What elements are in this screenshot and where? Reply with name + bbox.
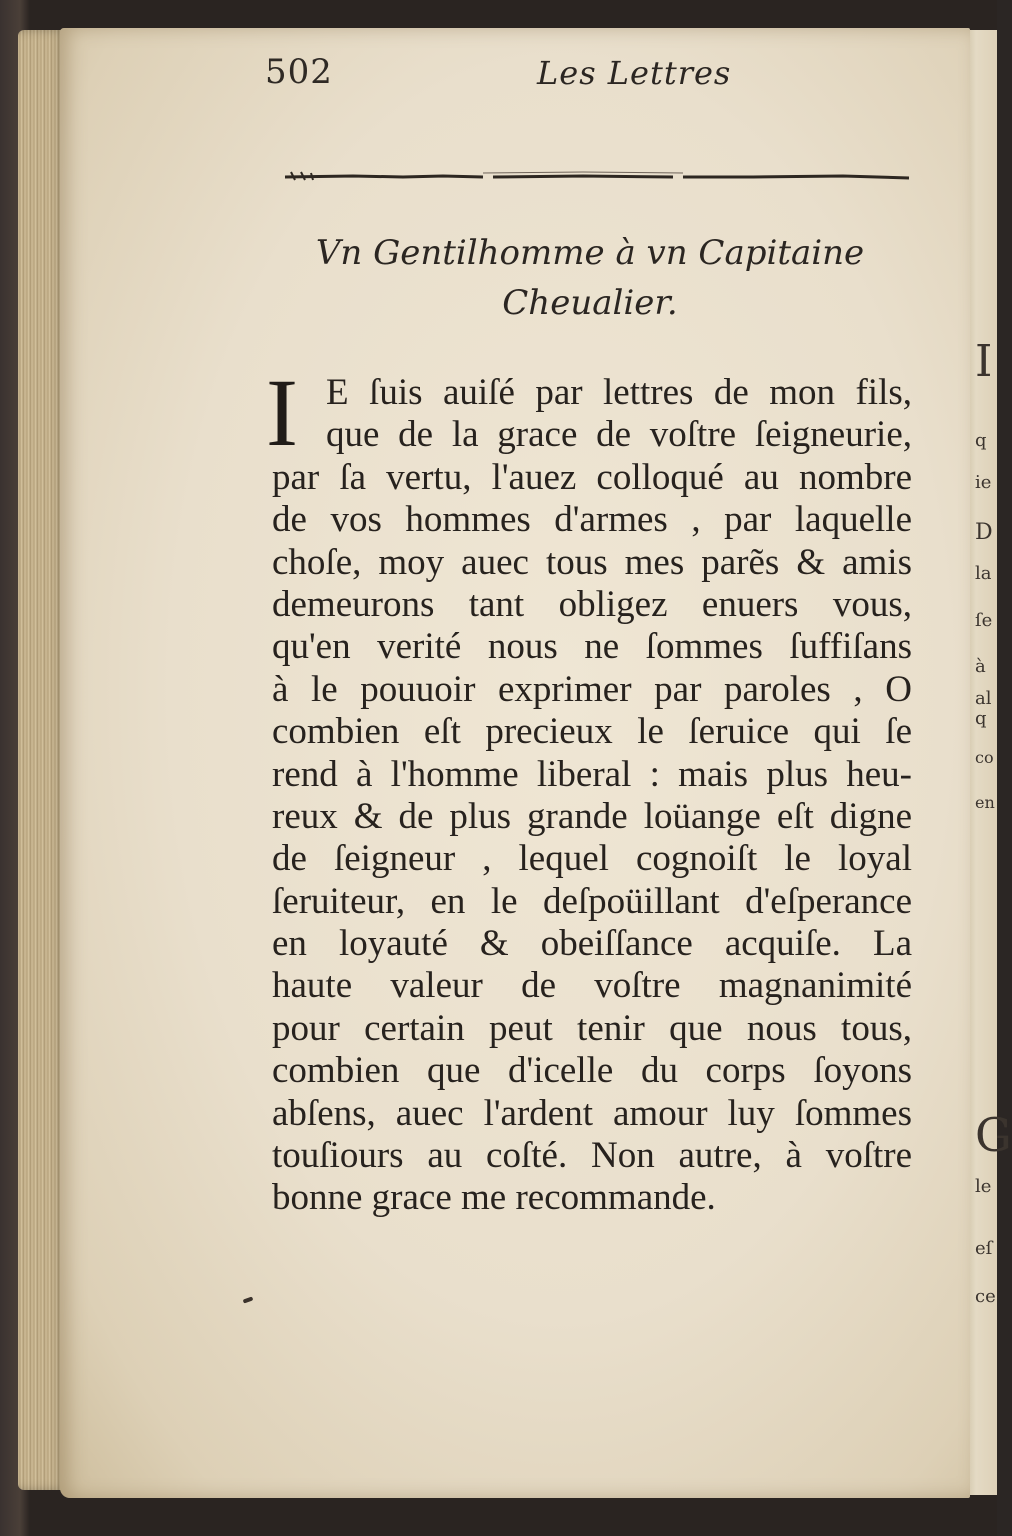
text-line: de vos hommes d'armes , par laquelle [272, 499, 912, 541]
facing-page-fragment: en [975, 793, 995, 812]
text-line: combien eſt precieux le ſeruice qui ſe [272, 711, 912, 753]
text-line: abſens, auec l'ardent amour luy ſommes [272, 1092, 912, 1134]
running-head [265, 52, 915, 102]
text-line: ſeruiteur, en le deſpoüillant d'eſperance [272, 880, 912, 922]
page-number: 502 [265, 52, 333, 92]
drop-cap: I [266, 359, 298, 466]
book-page-edges [18, 30, 66, 1490]
text-line: reux & de plus grande loüange eſt digne [272, 795, 912, 837]
facing-page-fragment: q [975, 708, 987, 729]
facing-page-fragment: ſe [975, 610, 993, 631]
text-line: que de la grace de voſtre ſeigneurie, [326, 414, 912, 456]
facing-page-fragment: ce [975, 1286, 996, 1307]
ornamental-rule [283, 168, 911, 186]
text-line: haute valeur de voſtre magnanimité [272, 965, 912, 1007]
facing-page-fragment: à [975, 656, 986, 677]
text-line: de ſeigneur , lequel cognoiſt le loyal [272, 838, 912, 880]
letter-heading [300, 228, 880, 328]
facing-page-fragment: co [975, 748, 994, 767]
facing-page-fragment: eſ [975, 1238, 993, 1259]
text-line: qu'en verité nous ne ſommes ſuffiſans [272, 626, 912, 668]
text-line: par ſa vertu, l'auez colloqué au nombre [272, 456, 912, 498]
text-line: E ſuis auiſé par lettres de mon fils, [326, 372, 912, 413]
heading-line-1: Vn Gentilhomme à vn Capitaine [315, 233, 865, 273]
facing-page-fragment: ie [975, 472, 992, 493]
facing-page-fragment: G [975, 1108, 1012, 1162]
text-line: combien que d'icelle du corps ſoyons [272, 1050, 912, 1092]
text-line: pour certain peut tenir que nous tous, [272, 1007, 912, 1049]
letter-body [266, 359, 912, 1220]
facing-page-fragment: la [975, 563, 992, 584]
facing-page-fragment: q [975, 430, 987, 451]
text-line: choſe, moy auec tous mes parẽs & amis [272, 541, 912, 583]
text-line: touſiours au coſté. Non autre, à voſtre [272, 1135, 912, 1177]
facing-page-fragment: le [975, 1176, 992, 1197]
text-line: bonne grace me recommande. [272, 1177, 716, 1219]
text-line: demeurons tant obligez enuers vous, [272, 583, 912, 625]
facing-page-fragment: al [975, 688, 992, 709]
facing-page-fragment: D [975, 520, 993, 545]
text-line: à le pouuoir exprimer par paroles , O [272, 668, 912, 710]
heading-line-2: Cheualier. [502, 283, 678, 323]
text-line: rend à l'homme liberal : mais plus heu- [272, 753, 912, 795]
running-title: Les Lettres [537, 54, 732, 92]
text-line: en loyauté & obeiſſance acquiſe. La [272, 923, 912, 965]
facing-page-fragment: I [975, 336, 993, 387]
